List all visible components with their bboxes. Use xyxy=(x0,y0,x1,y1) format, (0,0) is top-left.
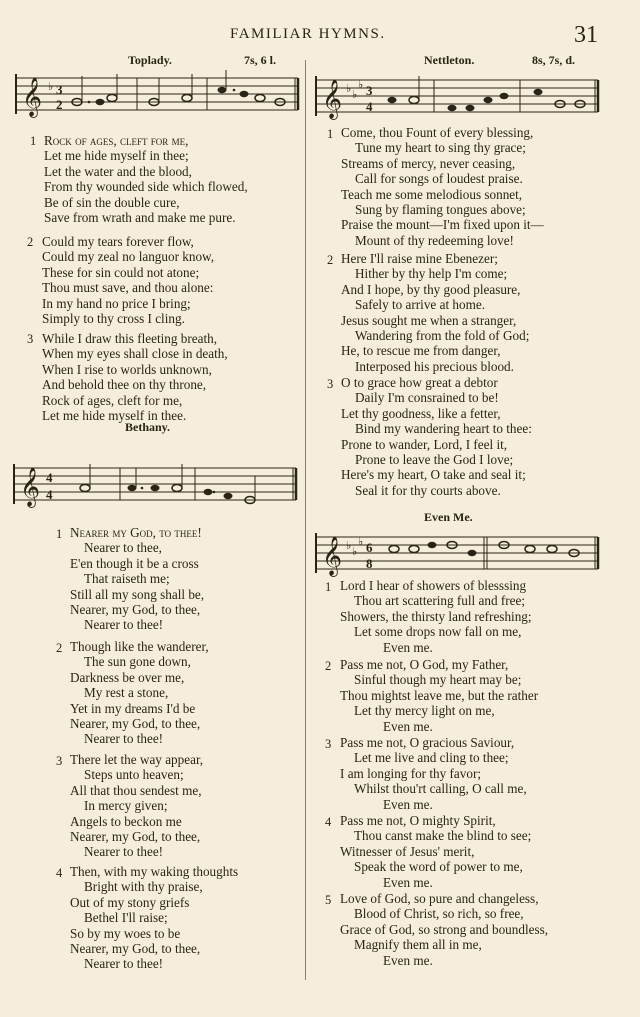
verse-number: 4 xyxy=(325,815,332,829)
verse-line: Could my tears forever flow, xyxy=(42,234,194,249)
verse-line: Let some drops now fall on me, xyxy=(354,624,522,640)
verse-line: Mount of thy redeeming love! xyxy=(355,232,514,248)
music-staff-bethany xyxy=(10,460,300,512)
verse-number: 1 xyxy=(327,127,334,141)
svg-text:♭: ♭ xyxy=(352,546,358,558)
verse-line: Streams of mercy, never ceasing, xyxy=(341,155,516,171)
verse-line: Steps unto heaven; xyxy=(84,767,184,783)
verse-line: Witnesser of Jesus' merit, xyxy=(340,843,475,859)
verse-line: Hither by thy help I'm come; xyxy=(355,266,508,282)
verse-line: Nearer my God, to thee! xyxy=(70,525,202,540)
verse-line: Even me. xyxy=(383,952,433,968)
verse-line: Yet in my dreams I'd be xyxy=(70,700,196,716)
svg-text:𝄞: 𝄞 xyxy=(322,79,343,119)
svg-text:♭: ♭ xyxy=(358,79,364,91)
verse-even-me-5 xyxy=(340,891,548,968)
verse-number: 3 xyxy=(56,754,63,768)
verse-number: 3 xyxy=(325,737,332,751)
verse-nettleton-3 xyxy=(341,375,532,498)
verse-number: 1 xyxy=(56,527,63,541)
verse-line: Save from wrath and make me pure. xyxy=(44,210,236,226)
verse-number: 4 xyxy=(56,866,63,880)
svg-text:♭: ♭ xyxy=(352,89,358,101)
verse-line: All that thou sendest me, xyxy=(70,782,202,798)
svg-text:6: 6 xyxy=(366,540,373,555)
verse-toplady-3 xyxy=(42,331,228,423)
verse-nettleton-1 xyxy=(341,125,544,248)
verse-line: And behold thee on thy throne, xyxy=(42,377,207,393)
svg-text:4: 4 xyxy=(366,99,373,114)
verse-line: Darkness be over me, xyxy=(70,669,185,685)
verse-line: Simply to thy cross I cling. xyxy=(42,311,185,327)
verse-line: There let the way appear, xyxy=(70,752,204,767)
verse-line: While I draw this fleeting breath, xyxy=(42,331,218,346)
verse-line: Nearer to thee! xyxy=(84,617,164,633)
verse-line: Thou must save, and thou alone: xyxy=(42,280,214,296)
verse-toplady-2 xyxy=(42,234,214,326)
verse-line: Nearer, my God, to thee, xyxy=(70,829,201,845)
running-title: FAMILIAR HYMNS. xyxy=(230,26,386,42)
verse-line: Whilst thou'rt calling, O call me, xyxy=(354,781,527,797)
verse-line: Teach me some melodious sonnet, xyxy=(341,186,523,202)
verse-line: That raiseth me; xyxy=(84,571,170,587)
verse-line: Seal it for thy courts above. xyxy=(355,482,501,498)
verse-line: Let me hide myself in thee; xyxy=(44,148,189,164)
tune-name-nettleton: Nettleton. xyxy=(424,53,475,67)
verse-line: Grace of God, so strong and boundless, xyxy=(340,921,549,937)
verse-number: 3 xyxy=(27,332,34,346)
verse-line: When my eyes shall close in death, xyxy=(42,346,228,362)
verse-line: In mercy given; xyxy=(84,798,168,814)
verse-line: Could my zeal no languor know, xyxy=(42,249,215,265)
verse-line: Let me live and cling to thee; xyxy=(354,750,509,766)
verse-line: Interposed his precious blood. xyxy=(355,358,514,374)
verse-line: Let me hide myself in thee. xyxy=(42,408,187,424)
verse-line: Bethel I'll raise; xyxy=(84,910,168,926)
tune-name-even-me: Even Me. xyxy=(424,510,473,524)
verse-line: Here's my heart, O take and seal it; xyxy=(341,467,526,483)
verse-line: The sun gone down, xyxy=(84,654,191,670)
verse-line: Sung by flaming tongues above; xyxy=(355,202,526,218)
verse-bethany-3 xyxy=(70,752,203,860)
verse-line: Showers, the thirsty land refreshing; xyxy=(340,608,532,624)
tune-name-bethany: Bethany. xyxy=(125,420,171,434)
verse-line: E'en though it be a cross xyxy=(70,555,199,571)
verse-nettleton-2 xyxy=(341,251,529,374)
verse-line: Nearer, my God, to thee, xyxy=(70,602,201,618)
svg-text:3: 3 xyxy=(56,82,63,97)
verse-line: Tune my heart to sing thy grace; xyxy=(355,140,526,156)
svg-text:♭: ♭ xyxy=(358,536,364,548)
verse-line: Angels to beckon me xyxy=(70,813,182,829)
verse-line: Pass me not, O mighty Spirit, xyxy=(340,813,496,828)
verse-line: Let thy goodness, like a fetter, xyxy=(341,405,501,421)
verse-number: 2 xyxy=(27,235,34,249)
verse-line: Thou canst make the blind to see; xyxy=(354,828,532,844)
verse-line: Speak the word of power to me, xyxy=(354,859,523,875)
verse-line: Jesus sought me when a stranger, xyxy=(341,312,517,328)
verse-line: Bright with thy praise, xyxy=(84,879,203,895)
music-staff-even-me xyxy=(312,527,602,577)
verse-line: Though like the wanderer, xyxy=(70,639,209,654)
svg-text:♭: ♭ xyxy=(346,540,352,552)
verse-line: Love of God, so pure and changeless, xyxy=(340,891,539,906)
verse-line: Rock of ages, cleft for me, xyxy=(42,392,183,408)
verse-line: Pass me not, O gracious Saviour, xyxy=(340,735,515,750)
tune-name-toplady: Toplady. xyxy=(128,53,172,67)
verse-line: Out of my stony griefs xyxy=(70,894,190,910)
verse-line: Here I'll raise mine Ebenezer; xyxy=(341,251,498,266)
svg-text:𝄞: 𝄞 xyxy=(322,536,343,576)
meter-toplady: 7s, 6 l. xyxy=(244,53,277,67)
verse-line: Even me. xyxy=(383,874,433,890)
music-staff-toplady xyxy=(12,68,302,118)
verse-line: Prone to wander, Lord, I feel it, xyxy=(341,436,508,452)
svg-text:8: 8 xyxy=(366,556,373,571)
verse-line: Thou mightst leave me, but the rather xyxy=(340,687,539,703)
svg-text:𝄞: 𝄞 xyxy=(22,77,43,117)
verse-toplady-1 xyxy=(44,133,248,225)
svg-text:♭: ♭ xyxy=(346,83,352,95)
verse-number: 2 xyxy=(327,253,334,267)
verse-line: Prone to leave the God I love; xyxy=(355,452,514,468)
verse-number: 3 xyxy=(327,377,334,391)
verse-even-me-3 xyxy=(340,735,527,812)
column-divider xyxy=(305,60,306,980)
verse-line: Nearer to thee! xyxy=(84,731,164,747)
svg-text:♭: ♭ xyxy=(48,81,54,93)
verse-line: Safely to arrive at home. xyxy=(355,297,485,313)
verse-line: Nearer, my God, to thee, xyxy=(70,716,201,732)
verse-line: From thy wounded side which flowed, xyxy=(44,179,248,195)
verse-line: Then, with my waking thoughts xyxy=(70,864,239,879)
verse-line: Nearer, my God, to thee, xyxy=(70,941,201,957)
page-header xyxy=(0,22,640,52)
verse-line: In my hand no price I bring; xyxy=(42,295,191,311)
verse-line: Even me. xyxy=(383,796,433,812)
verse-line: My rest a stone, xyxy=(84,685,169,701)
svg-text:𝄞: 𝄞 xyxy=(20,467,41,507)
verse-bethany-2 xyxy=(70,639,209,747)
verse-line: Still all my song shall be, xyxy=(70,586,205,602)
music-staff-nettleton xyxy=(312,70,602,120)
verse-line: I am longing for thy favor; xyxy=(340,765,481,781)
verse-line: Call for songs of loudest praise. xyxy=(355,171,523,187)
verse-bethany-1 xyxy=(70,525,204,633)
verse-line: Thou art scattering full and free; xyxy=(354,593,525,609)
verse-line: Daily I'm consrained to be! xyxy=(355,390,499,406)
verse-line: Pass me not, O God, my Father, xyxy=(340,657,509,672)
verse-line: O to grace how great a debtor xyxy=(341,375,498,390)
verse-line: Let the water and the blood, xyxy=(44,163,192,179)
svg-text:4: 4 xyxy=(46,487,53,502)
verse-line: Nearer to thee! xyxy=(84,956,164,972)
verse-line: So by my woes to be xyxy=(70,925,181,941)
verse-line: Bind my wandering heart to thee: xyxy=(355,421,532,437)
verse-number: 1 xyxy=(30,134,37,148)
meter-nettleton: 8s, 7s, d. xyxy=(532,53,576,67)
verse-bethany-4 xyxy=(70,864,238,972)
verse-number: 2 xyxy=(325,659,332,673)
verse-line: Nearer to thee! xyxy=(84,844,164,860)
verse-line: Lord I hear of showers of blesssing xyxy=(340,578,527,593)
verse-line: Nearer to thee, xyxy=(84,540,162,556)
verse-line: Praise the mount—I'm fixed upon it— xyxy=(341,217,544,233)
verse-line: Even me. xyxy=(383,639,433,655)
verse-number: 5 xyxy=(325,893,332,907)
verse-line: Let thy mercy light on me, xyxy=(354,703,495,719)
verse-line: These for sin could not atone; xyxy=(42,264,200,280)
page-number: 31 xyxy=(574,22,598,48)
verse-line: He, to rescue me from danger, xyxy=(341,343,501,359)
verse-line: Come, thou Fount of every blessing, xyxy=(341,125,534,140)
verse-even-me-4 xyxy=(340,813,531,890)
verse-number: 1 xyxy=(325,580,332,594)
verse-number: 2 xyxy=(56,641,63,655)
verse-line: When I rise to worlds unknown, xyxy=(42,361,212,377)
verse-line: Wandering from the fold of God; xyxy=(355,328,530,344)
svg-text:4: 4 xyxy=(46,470,53,485)
verse-line: Magnify them all in me, xyxy=(354,937,482,953)
svg-text:2: 2 xyxy=(56,97,63,112)
verse-even-me-2 xyxy=(340,657,538,734)
verse-line: Blood of Christ, so rich, so free, xyxy=(354,906,524,922)
verse-line: Sinful though my heart may be; xyxy=(354,672,522,688)
svg-text:3: 3 xyxy=(366,83,373,98)
verse-line: Rock of ages, cleft for me, xyxy=(44,133,189,148)
verse-line: Even me. xyxy=(383,718,433,734)
verse-even-me-1 xyxy=(340,578,532,655)
verse-line: And I hope, by thy good pleasure, xyxy=(341,281,521,297)
verse-line: Be of sin the double cure, xyxy=(44,194,180,210)
